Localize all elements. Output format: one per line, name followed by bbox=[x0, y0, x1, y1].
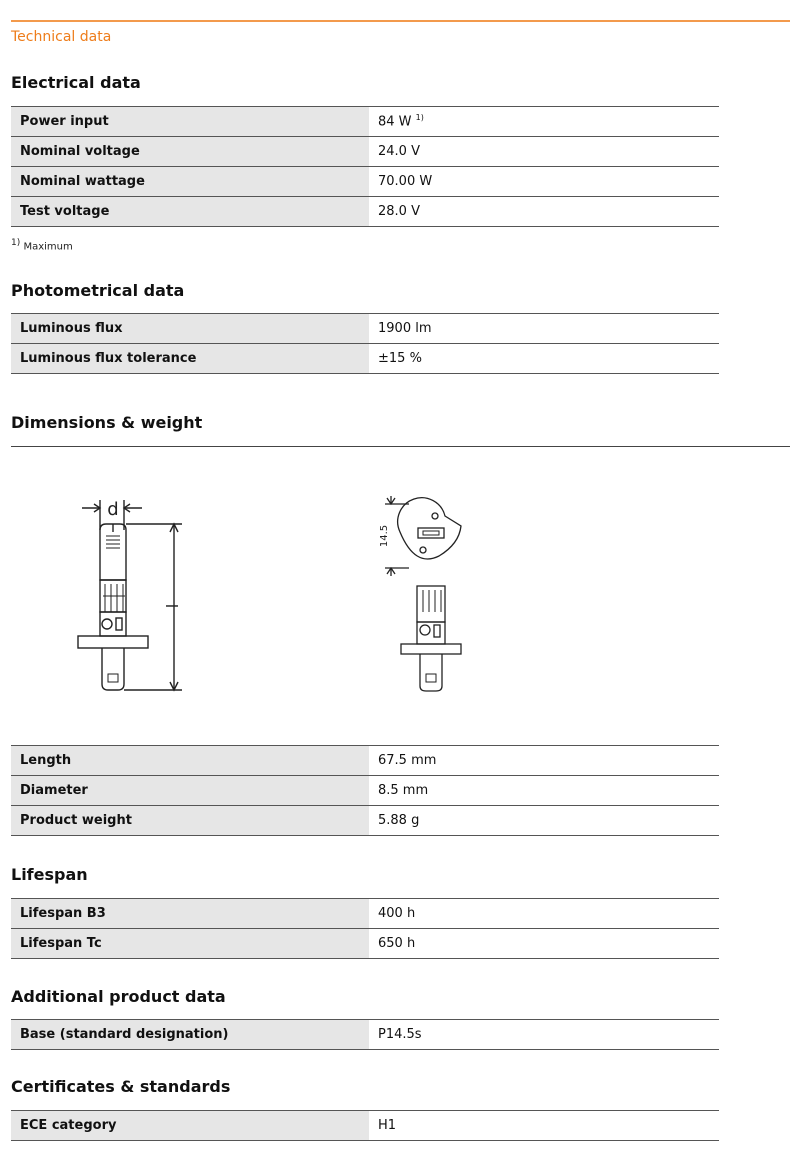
table-row bbox=[11, 806, 719, 836]
table-row bbox=[11, 314, 719, 344]
dimensions-section-title: Dimensions & weight bbox=[11, 413, 203, 432]
additional-section-title: Additional product data bbox=[11, 987, 226, 1006]
row-value: 5.88 g bbox=[369, 806, 719, 836]
height-label: 14.5 bbox=[379, 524, 390, 548]
diameter-label: d bbox=[107, 499, 119, 520]
row-value: P14.5s bbox=[369, 1020, 719, 1050]
table-row bbox=[11, 137, 719, 167]
photometrical-table bbox=[11, 313, 719, 374]
row-value: 28.0 V bbox=[369, 197, 719, 227]
row-label: Product weight bbox=[11, 806, 369, 836]
footnote-mark: 1) bbox=[11, 238, 21, 248]
row-label: Length bbox=[11, 746, 369, 776]
power-input-value: 84 W bbox=[378, 114, 412, 130]
row-value: H1 bbox=[369, 1111, 719, 1141]
table-row bbox=[11, 1020, 719, 1050]
footnote bbox=[11, 238, 73, 252]
table-row bbox=[11, 899, 719, 929]
row-value bbox=[369, 107, 719, 137]
table-row bbox=[11, 167, 719, 197]
row-value: 400 h bbox=[369, 899, 719, 929]
row-label: Luminous flux bbox=[11, 314, 369, 344]
table-row bbox=[11, 344, 719, 374]
header-rule bbox=[11, 20, 790, 22]
row-value: 70.00 W bbox=[369, 167, 719, 197]
row-label: Diameter bbox=[11, 776, 369, 806]
section-divider bbox=[11, 446, 790, 447]
row-value: 8.5 mm bbox=[369, 776, 719, 806]
lifespan-section-title: Lifespan bbox=[11, 865, 88, 884]
dimensions-table bbox=[11, 745, 719, 836]
base-dimension-drawing bbox=[375, 492, 475, 696]
table-row bbox=[11, 1111, 719, 1141]
row-value: 67.5 mm bbox=[369, 746, 719, 776]
electrical-section-title: Electrical data bbox=[11, 73, 141, 92]
certificates-table bbox=[11, 1110, 719, 1141]
footnote-mark: 1) bbox=[415, 113, 424, 123]
row-label: Power input bbox=[11, 107, 369, 137]
table-row bbox=[11, 776, 719, 806]
row-label: ECE category bbox=[11, 1111, 369, 1141]
lifespan-table bbox=[11, 898, 719, 959]
table-row bbox=[11, 107, 719, 137]
table-row bbox=[11, 197, 719, 227]
electrical-table bbox=[11, 106, 719, 227]
table-row bbox=[11, 746, 719, 776]
page-title: Technical data bbox=[11, 29, 112, 45]
row-value: 24.0 V bbox=[369, 137, 719, 167]
table-row bbox=[11, 929, 719, 959]
footnote-text: Maximum bbox=[23, 241, 73, 253]
row-label: Nominal voltage bbox=[11, 137, 369, 167]
row-label: Lifespan Tc bbox=[11, 929, 369, 959]
photometrical-section-title: Photometrical data bbox=[11, 281, 185, 300]
row-label: Luminous flux tolerance bbox=[11, 344, 369, 374]
row-value: 1900 lm bbox=[369, 314, 719, 344]
bulb-dimension-drawing bbox=[70, 488, 190, 698]
certificates-section-title: Certificates & standards bbox=[11, 1077, 231, 1096]
row-value: ±15 % bbox=[369, 344, 719, 374]
row-label: Base (standard designation) bbox=[11, 1020, 369, 1050]
row-label: Lifespan B3 bbox=[11, 899, 369, 929]
additional-table bbox=[11, 1019, 719, 1050]
row-label: Test voltage bbox=[11, 197, 369, 227]
row-label: Nominal wattage bbox=[11, 167, 369, 197]
row-value: 650 h bbox=[369, 929, 719, 959]
length-label: l bbox=[162, 603, 181, 609]
